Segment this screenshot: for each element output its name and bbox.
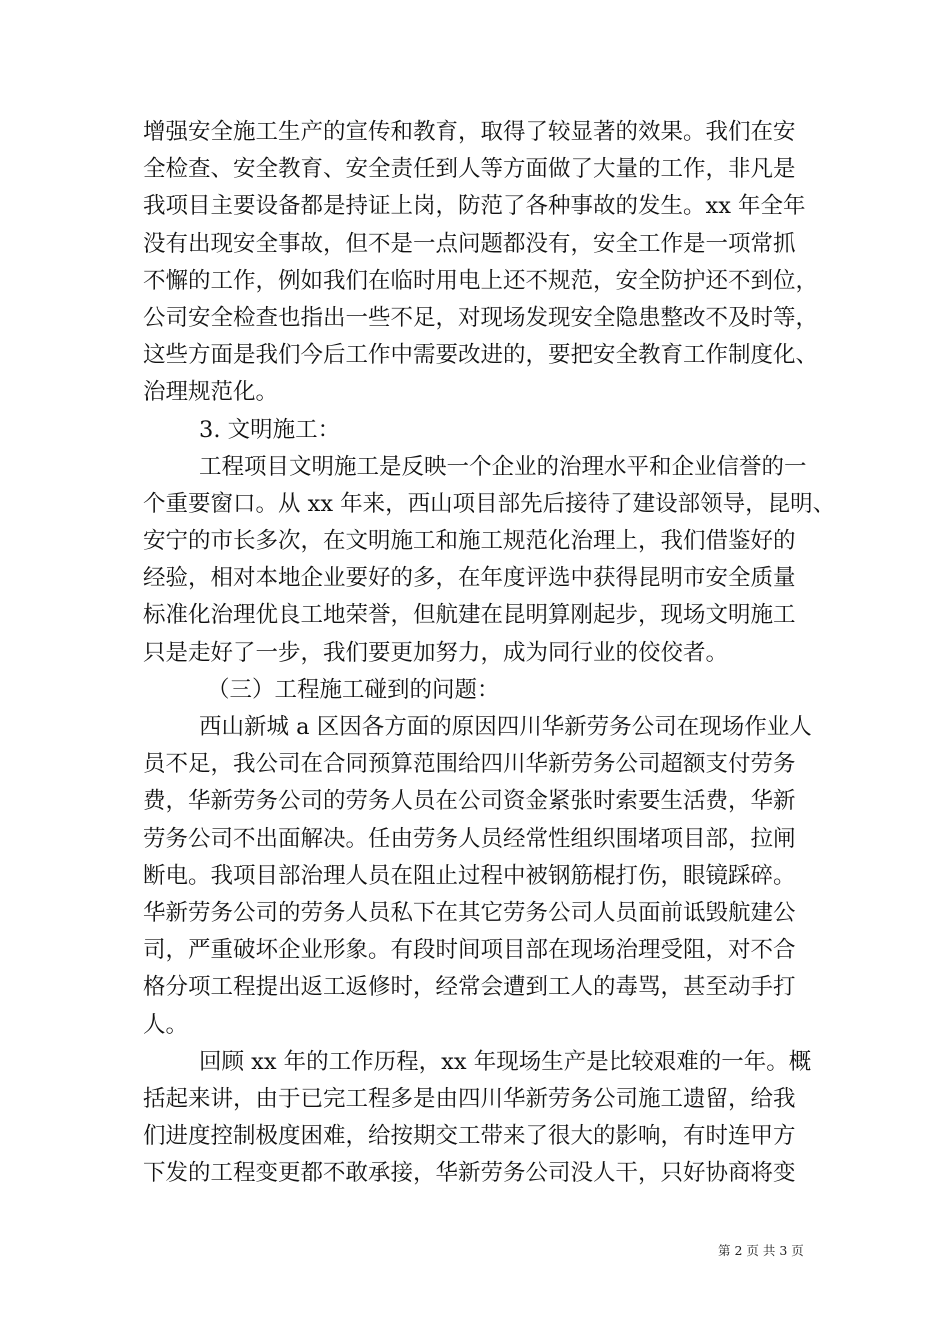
text-line: 我项目主要设备都是持证上岗，防范了各种事故的发生。xx 年全年 bbox=[143, 193, 806, 220]
section-heading-construction-problems: （三）工程施工碰到的问题： bbox=[207, 676, 500, 703]
text-line: 增强安全施工生产的宣传和教育，取得了较显著的效果。我们在安 bbox=[143, 119, 796, 145]
text-line: 员不足，我公司在合同预算范围给四川华新劳务公司超额支付劳务 bbox=[143, 751, 796, 778]
text-line: 标准化治理优良工地荣誉，但航建在昆明算刚起步，现场文明施工 bbox=[143, 602, 796, 629]
document-body bbox=[143, 114, 836, 1192]
text-line: 费，华新劳务公司的劳务人员在公司资金紧张时索要生活费，华新 bbox=[143, 788, 796, 815]
section-heading-civilized-construction: 3. 文明施工： bbox=[199, 416, 341, 443]
text-line: 司，严重破坏企业形象。有段时间项目部在现场治理受阻，对不合 bbox=[143, 937, 796, 964]
text-line: 回顾 xx 年的工作历程，xx 年现场生产是比较艰难的一年。概 bbox=[199, 1048, 812, 1075]
text-line: 个重要窗口。从 xx 年来，西山项目部先后接待了建设部领导，昆明、 bbox=[143, 490, 836, 517]
text-line: 华新劳务公司的劳务人员私下在其它劳务公司人员面前诋毁航建公 bbox=[143, 899, 796, 926]
text-line: 人。 bbox=[143, 1011, 189, 1038]
text-line: 们进度控制极度困难，给按期交工带来了很大的影响，有时连甲方 bbox=[143, 1123, 796, 1150]
text-line: 工程项目文明施工是反映一个企业的治理水平和企业信誉的一 bbox=[199, 453, 807, 480]
text-line: 治理规范化。 bbox=[143, 379, 279, 406]
text-line: 断电。我项目部治理人员在阻止过程中被钢筋棍打伤，眼镜踩碎。 bbox=[143, 862, 796, 889]
page-number: 第 2 页 共 3 页 bbox=[718, 1243, 804, 1258]
text-line: 格分项工程提出返工返修时，经常会遭到工人的毒骂，甚至动手打 bbox=[143, 974, 796, 1001]
text-line: 安宁的市长多次，在文明施工和施工规范化治理上，我们借鉴好的 bbox=[143, 528, 796, 555]
text-line: 括起来讲，由于已完工程多是由四川华新劳务公司施工遗留，给我 bbox=[143, 1085, 796, 1112]
text-line: 没有出现安全事故，但不是一点问题都没有，安全工作是一项常抓 bbox=[143, 230, 796, 257]
text-line: 劳务公司不出面解决。任由劳务人员经常性组织围堵项目部，拉闸 bbox=[143, 825, 796, 852]
text-line: 这些方面是我们今后工作中需要改进的，要把安全教育工作制度化、 bbox=[143, 342, 819, 369]
text-line: 下发的工程变更都不敢承接，华新劳务公司没人干，只好协商将变 bbox=[143, 1160, 796, 1187]
text-line: 只是走好了一步，我们要更加努力，成为同行业的佼佼者。 bbox=[143, 639, 729, 666]
text-line: 经验，相对本地企业要好的多，在年度评选中获得昆明市安全质量 bbox=[143, 565, 796, 592]
text-line: 西山新城 a 区因各方面的原因四川华新劳务公司在现场作业人 bbox=[199, 714, 812, 740]
text-line: 不懈的工作，例如我们在临时用电上还不规范，安全防护还不到位， bbox=[143, 267, 819, 294]
text-line: 公司安全检查也指出一些不足，对现场发现安全隐患整改不及时等， bbox=[143, 304, 819, 331]
text-line: 全检查、安全教育、安全责任到人等方面做了大量的工作，非凡是 bbox=[143, 156, 796, 183]
